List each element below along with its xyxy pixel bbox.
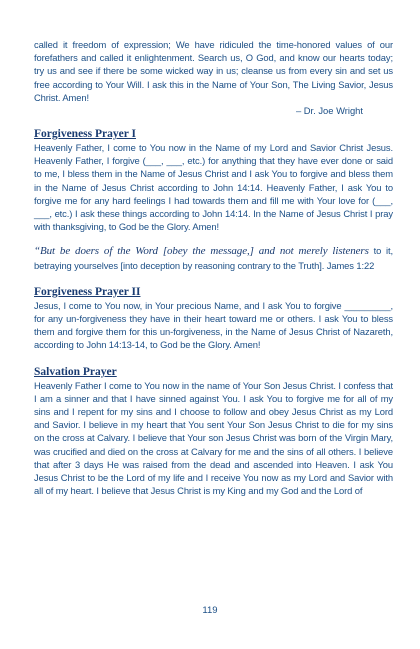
intro-paragraph: called it freedom of expression; We have ridiculed the time-honored values of our forefathers and called it enlightenment. Search us, O God, and know our hearts today; try us and see if there be some wicked way in us; cleanse us from every sin and set us free according to Your Will. I ask this in the Name of Your Son, The Living Savior, Jesus Christ. Amen! bbox=[34, 39, 393, 103]
forgiveness-prayer-1-heading: Forgiveness Prayer I bbox=[34, 128, 136, 141]
forgiveness-prayer-1-text: Heavenly Father, I come to You now in the Name of my Lord and Savior Christ Jesus. Heavenly Father, I forgive (___, ___, etc.) for anything that they have ever done or said to me, I bless them in the Name of Jesus Christ and I ask You to forgive and bless them in the Name of Jesus Christ according to John 14:14. Heavenly Father, I ask You to forgive me for any hard feelings I had towards them and fill me with Your love for (___, ___, etc.) I ask these things according to John 14:14. In the Name of Jesus Christ I pray with thanksgiving, to God be the Glory. Amen! bbox=[34, 142, 393, 233]
salvation-prayer-text: Heavenly Father I come to You now in the name of Your Son Jesus Christ. I confess that I am a sinner and that I have sinned against You. I ask You to forgive me for all of my sins and I repent for my sins and I choose to follow and obey Jesus Christ as my Lord and Savior. I believe in my heart that You sent Your Son Jesus Christ to die for my sins on the cross at Calvary. I believe that Your son Jesus Christ was born of the Virgin Mary, was crucified and died on the cross at Calvary for me and the sins of all others. I believe that after 3 days He was raised from the dead and ascended into Heaven. I ask You Jesus Christ to be the Lord of my life and I receive You now as my Lord and Savior with all of my heart. I believe that Jesus Christ is my King and my God and the Lord of bbox=[34, 379, 393, 497]
spacer bbox=[34, 272, 393, 283]
forgiveness-prayer-2-heading: Forgiveness Prayer II bbox=[34, 285, 141, 298]
scripture-quote-lead: “But be doers of the Word [obey the message,] and not merely listeners bbox=[34, 245, 369, 258]
scripture-quote-rest: to it, betraying yourselves [into deception by reasoning contrary to the Truth]. James 1:22 bbox=[34, 245, 393, 271]
page-number: 119 bbox=[202, 605, 218, 616]
spacer bbox=[34, 352, 393, 363]
author-signature: – Dr. Joe Wright bbox=[295, 105, 363, 117]
spacer bbox=[34, 233, 393, 244]
forgiveness-prayer-2-text: Jesus, I come to You now, in Your precious Name, and I ask You to forgive _________, for any un-forgiveness they have in their heart toward me or others. I ask You to bless them and forgive them for this un-forgiveness, in the Name of Jesus Christ of Nazareth, according to John 14:13-14, to God be the Glory. Amen! bbox=[34, 299, 393, 351]
salvation-prayer-heading: Salvation Prayer bbox=[34, 365, 117, 378]
scripture-quote bbox=[34, 244, 393, 271]
